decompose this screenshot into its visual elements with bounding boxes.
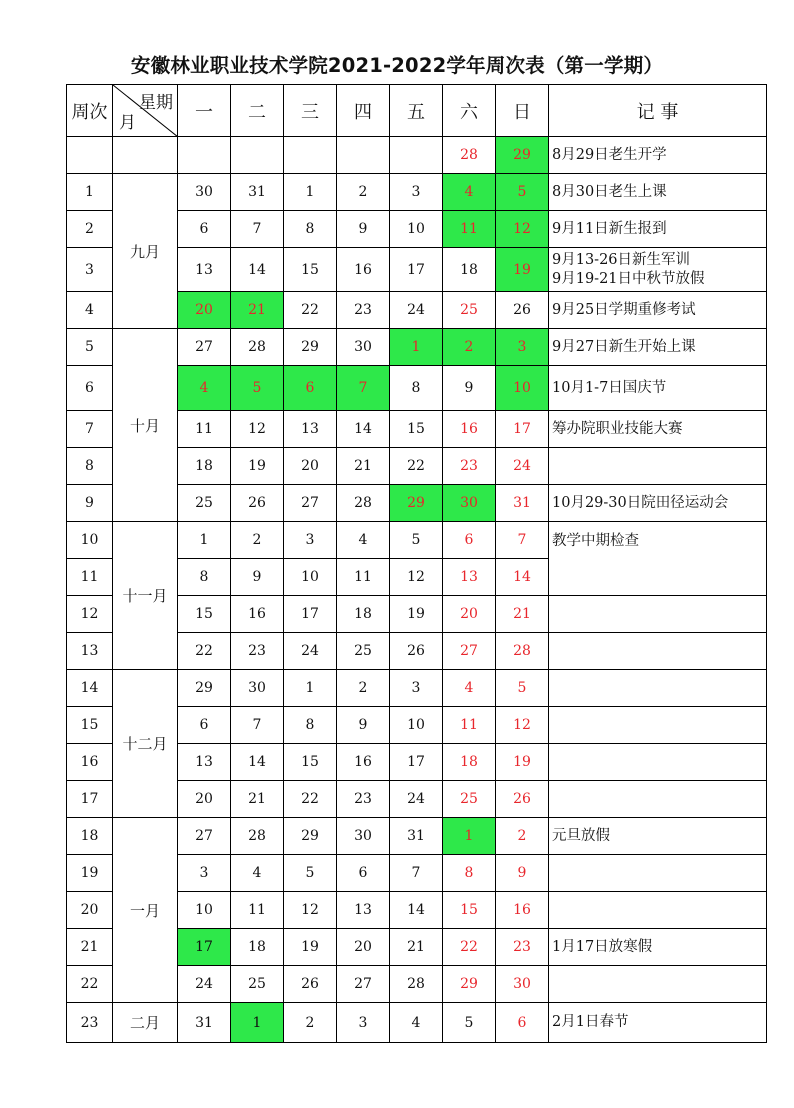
day-cell: 5	[443, 1003, 496, 1043]
day-cell: 29	[496, 137, 549, 174]
day-cell: 4	[390, 1003, 443, 1043]
day-cell: 30	[337, 329, 390, 366]
day-cell: 5	[284, 855, 337, 892]
day-cell: 7	[496, 522, 549, 559]
week-row	[67, 174, 767, 211]
day-cell: 18	[443, 744, 496, 781]
day-cell: 9	[337, 211, 390, 248]
day-cell: 12	[231, 411, 284, 448]
day-cell: 16	[496, 892, 549, 929]
month-label: 二月	[113, 1003, 178, 1043]
day-cell	[337, 137, 390, 174]
week-number: 14	[67, 670, 113, 707]
day-cell: 1	[178, 522, 231, 559]
day-cell: 20	[443, 596, 496, 633]
day-cell: 15	[284, 248, 337, 292]
header-row	[67, 85, 767, 137]
week-number: 23	[67, 1003, 113, 1043]
day-cell: 7	[231, 211, 284, 248]
day-cell: 12	[284, 892, 337, 929]
day-cell: 19	[496, 248, 549, 292]
day-cell: 30	[231, 670, 284, 707]
day-cell: 4	[443, 174, 496, 211]
day-cell: 16	[231, 596, 284, 633]
week-number: 6	[67, 366, 113, 411]
day-cell: 7	[390, 855, 443, 892]
week-number	[67, 137, 113, 174]
day-cell: 10	[178, 892, 231, 929]
note-cell: 10月29-30日院田径运动会	[549, 485, 767, 522]
day-cell: 3	[390, 174, 443, 211]
day-cell: 22	[284, 292, 337, 329]
day-cell: 31	[231, 174, 284, 211]
day-cell: 5	[496, 174, 549, 211]
day-cell: 27	[337, 966, 390, 1003]
day-cell: 17	[178, 929, 231, 966]
week-number: 1	[67, 174, 113, 211]
day-cell: 6	[443, 522, 496, 559]
day-cell: 27	[443, 633, 496, 670]
day-cell: 8	[178, 559, 231, 596]
day-cell: 4	[178, 366, 231, 411]
day-cell: 17	[390, 248, 443, 292]
day-cell: 11	[337, 559, 390, 596]
day-cell: 10	[496, 366, 549, 411]
day-cell: 1	[284, 174, 337, 211]
day-cell: 18	[337, 596, 390, 633]
day-cell: 25	[178, 485, 231, 522]
day-cell: 24	[390, 781, 443, 818]
day-cell: 16	[443, 411, 496, 448]
day-cell: 2	[284, 1003, 337, 1043]
day-header: 四	[337, 85, 390, 137]
week-number: 11	[67, 559, 113, 596]
note-cell	[549, 248, 767, 292]
day-cell: 28	[231, 329, 284, 366]
day-cell: 26	[390, 633, 443, 670]
day-cell: 27	[284, 485, 337, 522]
note-cell: 8月29日老生开学	[549, 137, 767, 174]
day-cell: 25	[337, 633, 390, 670]
day-cell: 20	[284, 448, 337, 485]
day-cell: 15	[284, 744, 337, 781]
week-number: 15	[67, 707, 113, 744]
note-cell	[549, 781, 767, 818]
day-cell: 26	[284, 966, 337, 1003]
month-corner-label: 月	[119, 113, 136, 133]
day-cell: 31	[390, 818, 443, 855]
note-cell	[549, 966, 767, 1003]
day-cell: 7	[231, 707, 284, 744]
month-label: 九月	[113, 174, 178, 329]
day-cell: 19	[284, 929, 337, 966]
week-number: 21	[67, 929, 113, 966]
corner-header	[113, 85, 178, 137]
day-cell: 1	[443, 818, 496, 855]
day-cell: 6	[337, 855, 390, 892]
week-number: 16	[67, 744, 113, 781]
week-number: 4	[67, 292, 113, 329]
month-label: 十二月	[113, 670, 178, 818]
day-cell: 24	[178, 966, 231, 1003]
week-row	[67, 670, 767, 707]
note-cell: 元旦放假	[549, 818, 767, 855]
week-row	[67, 329, 767, 366]
day-header: 六	[443, 85, 496, 137]
day-cell: 5	[496, 670, 549, 707]
day-cell: 2	[496, 818, 549, 855]
day-cell: 23	[496, 929, 549, 966]
note-cell	[549, 448, 767, 485]
note-cell	[549, 707, 767, 744]
day-cell: 30	[443, 485, 496, 522]
notes-column-header: 记 事	[549, 85, 767, 137]
day-cell: 14	[496, 559, 549, 596]
day-cell: 4	[337, 522, 390, 559]
week-number: 19	[67, 855, 113, 892]
day-cell: 30	[496, 966, 549, 1003]
day-cell: 21	[337, 448, 390, 485]
week-number: 5	[67, 329, 113, 366]
day-cell: 13	[178, 744, 231, 781]
day-cell: 23	[337, 781, 390, 818]
day-cell: 23	[231, 633, 284, 670]
day-cell: 1	[231, 1003, 284, 1043]
day-cell: 28	[231, 818, 284, 855]
week-number: 22	[67, 966, 113, 1003]
day-cell: 2	[231, 522, 284, 559]
week-schedule-table	[66, 84, 767, 1043]
day-cell: 21	[390, 929, 443, 966]
day-cell: 24	[390, 292, 443, 329]
day-cell: 9	[337, 707, 390, 744]
day-cell: 8	[284, 707, 337, 744]
month-label: 一月	[113, 818, 178, 1003]
day-cell: 26	[231, 485, 284, 522]
day-cell: 3	[496, 329, 549, 366]
note-line: 9月19-21日中秋节放假	[552, 270, 705, 287]
day-cell: 14	[231, 248, 284, 292]
day-cell: 12	[496, 707, 549, 744]
day-cell: 1	[284, 670, 337, 707]
day-cell: 4	[443, 670, 496, 707]
day-cell: 29	[178, 670, 231, 707]
day-cell: 12	[496, 211, 549, 248]
day-cell: 22	[390, 448, 443, 485]
day-cell: 25	[443, 292, 496, 329]
day-cell: 11	[443, 707, 496, 744]
day-cell: 21	[231, 292, 284, 329]
day-cell: 6	[496, 1003, 549, 1043]
note-cell: 2月1日春节	[549, 1003, 767, 1043]
day-cell: 15	[390, 411, 443, 448]
week-number: 7	[67, 411, 113, 448]
note-cell	[549, 855, 767, 892]
day-cell: 2	[337, 670, 390, 707]
week-number: 10	[67, 522, 113, 559]
day-cell: 2	[337, 174, 390, 211]
day-cell: 29	[443, 966, 496, 1003]
day-cell: 3	[337, 1003, 390, 1043]
day-cell: 28	[337, 485, 390, 522]
day-cell: 24	[496, 448, 549, 485]
day-cell: 1	[390, 329, 443, 366]
month-label: 十一月	[113, 522, 178, 670]
day-cell: 31	[496, 485, 549, 522]
day-cell: 5	[390, 522, 443, 559]
day-cell: 28	[390, 966, 443, 1003]
note-cell	[549, 596, 767, 633]
day-cell: 30	[178, 174, 231, 211]
note-line: 9月13-26日新生军训	[552, 251, 691, 268]
day-cell: 17	[390, 744, 443, 781]
note-cell: 教学中期检查	[549, 522, 767, 596]
day-cell: 24	[284, 633, 337, 670]
day-cell	[284, 137, 337, 174]
note-cell: 10月1-7日国庆节	[549, 366, 767, 411]
day-cell: 10	[284, 559, 337, 596]
day-cell: 31	[178, 1003, 231, 1043]
day-cell: 18	[443, 248, 496, 292]
day-cell: 6	[284, 366, 337, 411]
day-cell: 26	[496, 781, 549, 818]
day-cell: 8	[390, 366, 443, 411]
day-cell: 15	[178, 596, 231, 633]
week-number: 12	[67, 596, 113, 633]
day-cell: 9	[443, 366, 496, 411]
day-cell: 9	[231, 559, 284, 596]
day-cell: 11	[178, 411, 231, 448]
week-number: 9	[67, 485, 113, 522]
week-row	[67, 1003, 767, 1043]
note-cell: 9月27日新生开始上课	[549, 329, 767, 366]
day-cell: 23	[337, 292, 390, 329]
week-number: 8	[67, 448, 113, 485]
day-cell: 29	[284, 818, 337, 855]
day-cell: 6	[178, 211, 231, 248]
day-cell: 14	[231, 744, 284, 781]
week-number: 13	[67, 633, 113, 670]
day-header: 三	[284, 85, 337, 137]
day-cell: 22	[178, 633, 231, 670]
day-cell: 10	[390, 707, 443, 744]
day-cell: 15	[443, 892, 496, 929]
day-cell	[178, 137, 231, 174]
day-cell: 9	[496, 855, 549, 892]
week-row	[67, 818, 767, 855]
day-cell	[231, 137, 284, 174]
day-cell: 13	[443, 559, 496, 596]
day-cell: 22	[443, 929, 496, 966]
note-cell	[549, 892, 767, 929]
day-cell: 3	[178, 855, 231, 892]
day-cell: 20	[178, 292, 231, 329]
day-cell: 3	[390, 670, 443, 707]
week-number: 3	[67, 248, 113, 292]
note-cell	[549, 633, 767, 670]
day-cell: 6	[178, 707, 231, 744]
month-label	[113, 137, 178, 174]
day-cell: 21	[496, 596, 549, 633]
day-cell: 20	[178, 781, 231, 818]
note-cell: 8月30日老生上课	[549, 174, 767, 211]
day-cell: 10	[390, 211, 443, 248]
page-title: 安徽林业职业技术学院2021-2022学年周次表（第一学期）	[130, 54, 664, 77]
week-number: 20	[67, 892, 113, 929]
day-header: 日	[496, 85, 549, 137]
day-cell: 19	[496, 744, 549, 781]
day-cell: 19	[231, 448, 284, 485]
day-cell: 27	[178, 818, 231, 855]
day-cell: 16	[337, 248, 390, 292]
day-cell: 20	[337, 929, 390, 966]
note-cell: 9月25日学期重修考试	[549, 292, 767, 329]
day-cell: 4	[231, 855, 284, 892]
day-cell	[390, 137, 443, 174]
note-cell	[549, 670, 767, 707]
day-cell: 13	[284, 411, 337, 448]
day-header: 一	[178, 85, 231, 137]
day-cell: 14	[390, 892, 443, 929]
week-row	[67, 522, 767, 559]
note-cell: 筹办院职业技能大赛	[549, 411, 767, 448]
day-cell: 25	[231, 966, 284, 1003]
day-cell: 21	[231, 781, 284, 818]
day-cell: 28	[443, 137, 496, 174]
day-cell: 7	[337, 366, 390, 411]
week-number: 18	[67, 818, 113, 855]
day-cell: 12	[390, 559, 443, 596]
day-cell: 29	[390, 485, 443, 522]
day-cell: 2	[443, 329, 496, 366]
day-cell: 16	[337, 744, 390, 781]
day-cell: 11	[231, 892, 284, 929]
day-header: 二	[231, 85, 284, 137]
day-cell: 19	[390, 596, 443, 633]
day-cell: 27	[178, 329, 231, 366]
day-cell: 18	[231, 929, 284, 966]
note-cell	[549, 744, 767, 781]
day-cell: 11	[443, 211, 496, 248]
note-cell: 9月11日新生报到	[549, 211, 767, 248]
day-cell: 13	[337, 892, 390, 929]
day-cell: 14	[337, 411, 390, 448]
day-cell: 30	[337, 818, 390, 855]
month-label: 十月	[113, 329, 178, 522]
day-cell: 22	[284, 781, 337, 818]
weekday-corner-label: 星期	[139, 93, 173, 113]
day-header: 五	[390, 85, 443, 137]
day-cell: 29	[284, 329, 337, 366]
schedule-body	[67, 137, 767, 1043]
day-cell: 18	[178, 448, 231, 485]
day-cell: 8	[443, 855, 496, 892]
day-cell: 13	[178, 248, 231, 292]
day-cell: 25	[443, 781, 496, 818]
week-column-header: 周次	[67, 85, 113, 137]
day-cell: 8	[284, 211, 337, 248]
day-cell: 26	[496, 292, 549, 329]
day-cell: 23	[443, 448, 496, 485]
day-cell: 17	[284, 596, 337, 633]
week-number: 17	[67, 781, 113, 818]
day-cell: 17	[496, 411, 549, 448]
day-cell: 5	[231, 366, 284, 411]
day-cell: 3	[284, 522, 337, 559]
note-cell: 1月17日放寒假	[549, 929, 767, 966]
week-row	[67, 137, 767, 174]
week-number: 2	[67, 211, 113, 248]
day-cell: 28	[496, 633, 549, 670]
